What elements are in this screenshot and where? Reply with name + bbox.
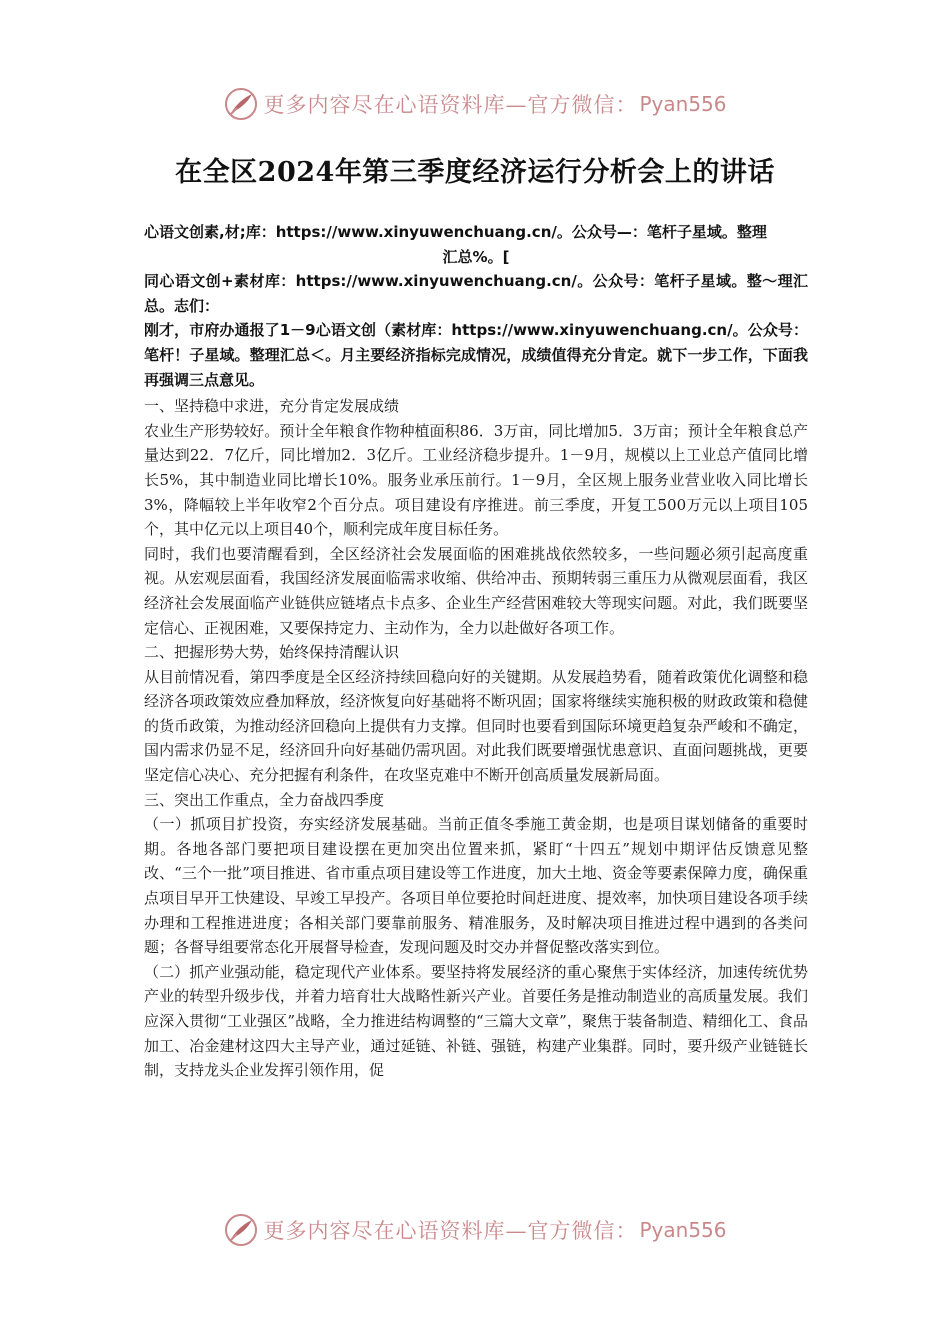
- bottom-watermark-banner: [0, 1208, 950, 1252]
- document-body: [144, 220, 808, 1083]
- header-line-2: 同心语文创+素材库：https://www.xinyuwenchuang.cn/。公众号：笔杆子星域。整～理汇总。志们：: [144, 272, 808, 315]
- banner-text: 更多内容尽在心语资料库—官方微信：: [263, 1219, 638, 1243]
- header-line-3: 刚才，市府办通报了1－9心语文创（素材库：https://www.xinyuwenchuang.cn/。公众号：笔杆！子星域。整理汇总＜。月主要经济指标完成情况，成绩值得充分肯定。就下一步工作，下面我再强调三点意见。: [144, 321, 808, 389]
- page-title: 在全区2024年第三季度经济运行分析会上的讲话: [175, 157, 775, 188]
- section-heading-1: 一、坚持稳中求进，充分肯定发展成绩: [144, 397, 400, 416]
- banner-text: 更多内容尽在心语资料库—官方微信：: [263, 93, 638, 117]
- banner-wechat-id: Pyan556: [639, 92, 727, 116]
- quill-pen-logo-icon: [223, 86, 259, 122]
- header-line-1a: 心语文创素,材;库：https://www.xinyuwenchuang.cn/。公众号—：笔杆子星域。整理: [144, 223, 767, 241]
- paragraph: （一）抓项目扩投资，夯实经济发展基础。当前正值冬季施工黄金期，也是项目谋划储备的重要时期。各地各部门要把项目建设摆在更加突出位置来抓，紧盯“十四五”规划中期评估反馈意见整改、“三个一批”项目推进、省市重点项目建设等工作进度，加大土地、资金等要素保障力度，确保重点项目早开工快建设、早竣工早投产。各项目单位要抢时间赶进度、提效率，加快项目建设各项手续办理和工程推进进度；各相关部门要靠前服务、精准服务，及时解决项目推进过程中遇到的各类问题；各督导组要常态化开展督导检查，发现问题及时交办并督促整改落实到位。: [144, 815, 808, 957]
- quill-pen-logo-icon: [223, 1212, 259, 1248]
- top-watermark-banner: [0, 82, 950, 126]
- header-line-1b: 汇总%。[: [442, 247, 510, 266]
- paragraph: 从目前情况看，第四季度是全区经济持续回稳向好的关键期。从发展趋势看，随着政策优化调整和稳经济各项政策效应叠加释放，经济恢复向好基础将不断巩固；国家将继续实施积极的财政政策和稳健的货币政策，为推动经济回稳向上提供有力支撑。但同时也要看到国际环境更趋复杂严峻和不确定，国内需求仍显不足，经济回升向好基础仍需巩固。对此我们既要增强忧患意识、直面问题挑战，更要坚定信心决心、充分把握有利条件，在攻坚克难中不断开创高质量发展新局面。: [144, 667, 808, 785]
- section-heading-2: 二、把握形势大势，始终保持清醒认识: [144, 643, 400, 662]
- paragraph: 同时，我们也要清醒看到，全区经济社会发展面临的困难挑战依然较多，一些问题必须引起高度重视。从宏观层面看，我国经济发展面临需求收缩、供给冲击、预期转弱三重压力从微观层面看，我区经济社会发展面临产业链供应链堵点卡点多、企业生产经营困难较大等现实问题。对此，我们既要坚定信心、正视困难，又要保持定力、主动作为，全力以赴做好各项工作。: [144, 544, 808, 637]
- section-heading-3: 三、突出工作重点，全力奋战四季度: [144, 790, 385, 809]
- paragraph: 农业生产形势较好。预计全年粮食作物种植面积86．3万亩，同比增加5．3万亩；预计全年粮食总产量达到22．7亿斤，同比增加2．3亿斤。工业经济稳步提升。1－9月，规模以上工业总产值同比增长5%，其中制造业同比增长10%。服务业承压前行。1－9月，全区规上服务业营业收入同比增长3%，降幅较上半年收窄2个百分点。项目建设有序推进。前三季度，开复工500万元以上项目105个，其中亿元以上项目40个，顺利完成年度目标任务。: [144, 421, 808, 539]
- banner-wechat-id: Pyan556: [639, 1218, 727, 1242]
- paragraph: （二）抓产业强动能，稳定现代产业体系。要坚持将发展经济的重心聚焦于实体经济，加速传统优势产业的转型升级步伐，并着力培育壮大战略性新兴产业。首要任务是推动制造业的高质量发展。我们应深入贯彻“工业强区”战略，全力推进结构调整的“三篇大文章”，聚焦于装备制造、精细化工、食品加工、冶金建材这四大主导产业，通过延链、补链、强链，构建产业集群。同时，要升级产业链链长制，支持龙头企业发挥引领作用，促: [144, 962, 808, 1080]
